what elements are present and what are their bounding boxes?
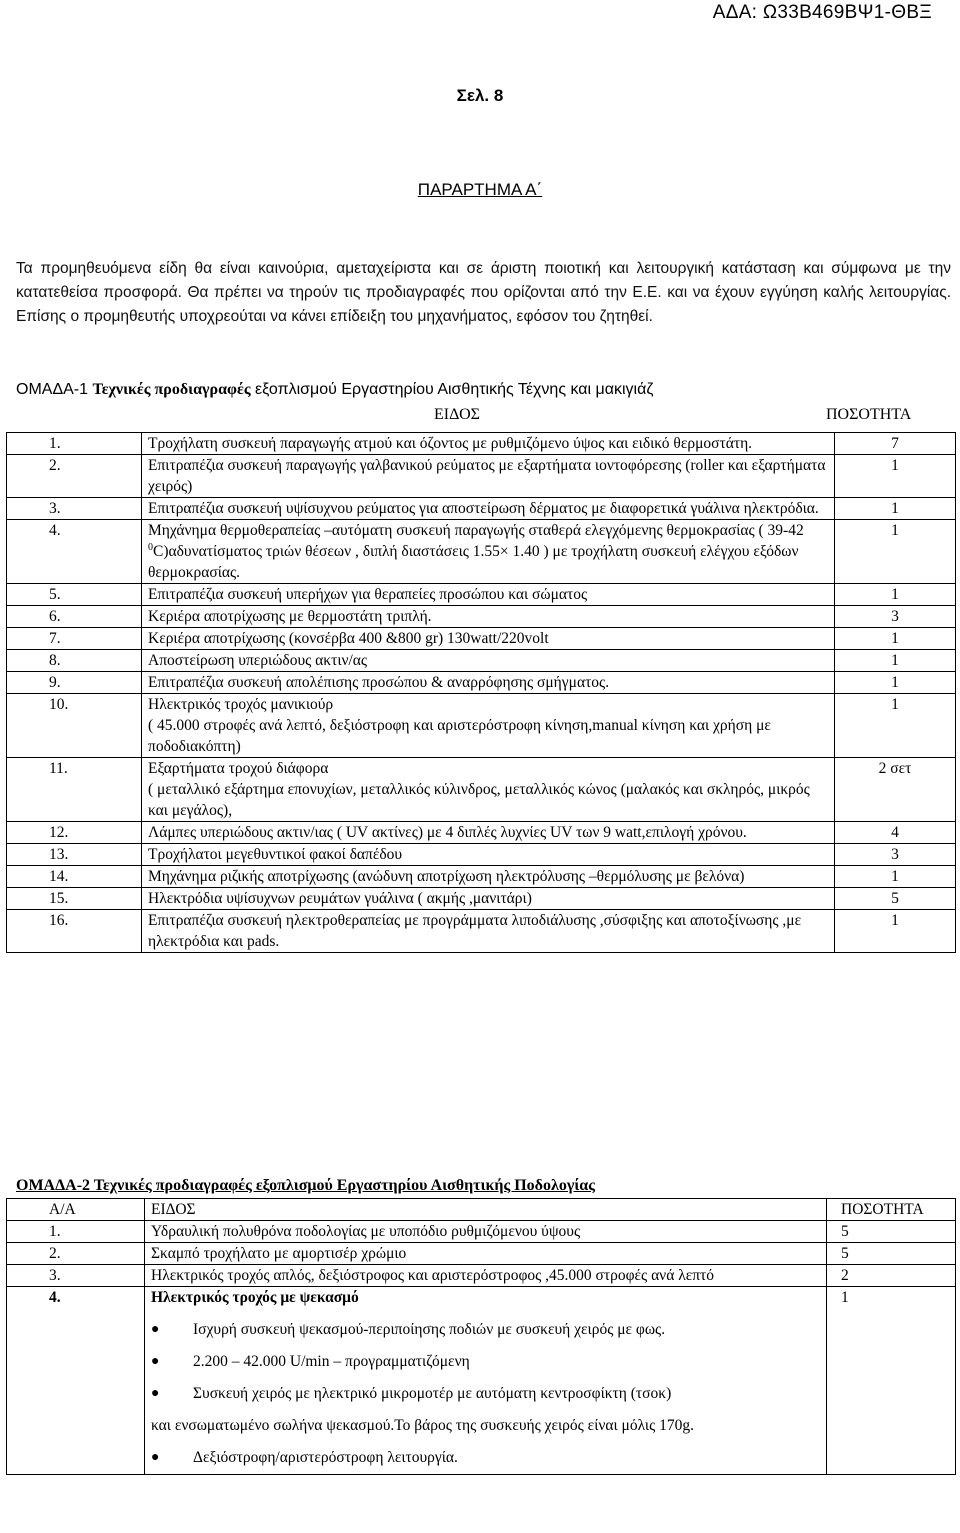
row-text: Κεριέρα αποτρίχωσης (κονσέρβα 400 &800 gr) 130watt/220volt [142, 628, 835, 650]
row-text: Τροχήλατη συσκευή παραγωγής ατμού και όζοντος με ρυθμιζόμενο ύψος και ειδικό θερμοστάτη. [142, 433, 835, 455]
row-number: 14. [7, 866, 142, 888]
table-row [7, 606, 956, 628]
row-qty: 5 [827, 1221, 956, 1243]
row-qty: 5 [827, 1243, 956, 1265]
row-text: Υδραυλική πολυθρόνα ποδολογίας με υποπόδιο ρυθμιζόμενου ύψους [145, 1221, 827, 1243]
group1-col-item: ΕΙΔΟΣ [434, 406, 480, 423]
row-text [145, 1287, 827, 1475]
row-text-part-a: Μηχάνημα θερμοθεραπείας –αυτόματη συσκευή παραγωγής σταθερά ελεγχόμενης θερμοκρασίας ( 39-42 [148, 522, 804, 539]
row-qty: 4 [835, 822, 956, 844]
col-aa-header: Α/Α [7, 1199, 145, 1221]
table-row [7, 455, 956, 498]
spec-bullet: ● Ισχυρή συσκευή ψεκασμού-περιποίησης ποδιών με συσκευή χειρός με φως. [151, 1314, 820, 1346]
row-text: Λάμπες υπεριώδους ακτιν/ιας ( UV ακτίνες) με 4 διπλές λυχνίες UV των 9 watt,επιλογή χρόνου. [142, 822, 835, 844]
row-text: Κεριέρα αποτρίχωσης με θερμοστάτη τριπλή. [142, 606, 835, 628]
row-text: Επιτραπέζια συσκευή παραγωγής γαλβανικού ρεύματος με εξαρτήματα ιοντοφόρεσης (roller και εξαρτήματα χειρός) [142, 455, 835, 498]
row-qty: 1 [835, 584, 956, 606]
table-row [7, 498, 956, 520]
row-qty: 3 [835, 844, 956, 866]
row-qty: 1 [835, 910, 956, 953]
row-number: 2. [7, 1243, 145, 1265]
row-qty: 7 [835, 433, 956, 455]
row-text [142, 758, 835, 822]
row-qty: 3 [835, 606, 956, 628]
table-row [7, 844, 956, 866]
spec-bullet-list [151, 1442, 820, 1474]
row-text: Επιτραπέζια συσκευή υψίσυχνου ρεύματος για αποστείρωση δέρματος με διαφορετικά γυάλινα ηλεκτρόδια. [142, 498, 835, 520]
row-text-main: Εξαρτήματα τροχού διάφορα [148, 760, 329, 777]
table-row [7, 866, 956, 888]
group1-title-bold: Τεχνικές προδιαγραφές [92, 381, 251, 398]
spec-bullet-list [151, 1314, 820, 1410]
row-number: 6. [7, 606, 142, 628]
row-qty: 2 σετ [835, 758, 956, 822]
group1-title-rest: εξοπλισμού Εργαστηρίου Αισθητικής Τέχνης και μακιγιάζ [250, 381, 654, 398]
row-text-detail: ( 45.000 στροφές ανά λεπτό, δεξιόστροφη και αριστερόστροφη κίνηση,manual κίνηση και χρήση με ποδοδιακόπτη) [148, 717, 771, 755]
row-number: 12. [7, 822, 142, 844]
table-row [7, 672, 956, 694]
table-row [7, 584, 956, 606]
row-number: 9. [7, 672, 142, 694]
row-text: Μηχάνημα ριζικής αποτρίχωσης (ανώδυνη αποτρίχωση ηλεκτρόλυσης –θερμόλυσης με βελόνα) [142, 866, 835, 888]
row-number: 4. [7, 1287, 145, 1475]
row-number: 11. [7, 758, 142, 822]
row-number: 1. [7, 433, 142, 455]
row-text: Επιτραπέζια συσκευή υπερήχων για θεραπείες προσώπου και σώματος [142, 584, 835, 606]
table-row [7, 822, 956, 844]
row-number: 3. [7, 1265, 145, 1287]
row-number: 1. [7, 1221, 145, 1243]
table-row [7, 628, 956, 650]
row-number: 10. [7, 694, 142, 758]
group1-table [6, 432, 956, 953]
spec-bullet: ● Δεξιόστροφη/αριστερόστροφη λειτουργία. [151, 1442, 820, 1474]
group2-table [6, 1198, 956, 1475]
row-text: Επιτραπέζια συσκευή απολέπισης προσώπου & αναρρόφησης σμήγματος. [142, 672, 835, 694]
table-row [7, 650, 956, 672]
row-text: Σκαμπό τροχήλατο με αμορτισέρ χρώμιο [145, 1243, 827, 1265]
row-qty: 1 [835, 672, 956, 694]
row-text [142, 520, 835, 584]
row-qty: 1 [827, 1287, 956, 1475]
spec-bullet: ● 2.200 – 42.000 U/min – προγραμματιζόμενη [151, 1346, 820, 1378]
row-text: Αποστείρωση υπεριώδους ακτιν/ας [142, 650, 835, 672]
annex-title: ΠΑΡΑΡΤΗΜΑ Α΄ [417, 180, 543, 199]
degree-superscript: 0 [148, 541, 153, 553]
group1-title-prefix: ΟΜΑΔΑ-1 [16, 381, 93, 398]
table-row [7, 1221, 956, 1243]
table-row [7, 758, 956, 822]
row-qty: 1 [835, 628, 956, 650]
table-row [7, 520, 956, 584]
table-header-row [7, 1199, 956, 1221]
row-number: 4. [7, 520, 142, 584]
row-text: Ηλεκτρικός τροχός απλός, δεξιόστροφος και αριστερόστροφος ,45.000 στροφές ανά λεπτό [145, 1265, 827, 1287]
row-number: 7. [7, 628, 142, 650]
group1-title [16, 381, 653, 399]
row-qty: 1 [835, 650, 956, 672]
table-row [7, 1287, 956, 1475]
row-qty: 2 [827, 1265, 956, 1287]
row-qty: 1 [835, 520, 956, 584]
spec-continuation: και ενσωματωμένο σωλήνα ψεκασμού.Το βάρος της συσκευής χειρός είναι μόλις 170g. [151, 1417, 694, 1434]
row-text-main: Ηλεκτρικός τροχός με ψεκασμό [151, 1289, 359, 1306]
row-number: 16. [7, 910, 142, 953]
row-text: Επιτραπέζια συσκευή ηλεκτροθεραπείας με προγράμματα λιποδιάλυσης ,σύσφιξης και αποτοξίνωσης ,με ηλεκτρόδια και pads. [142, 910, 835, 953]
row-number: 5. [7, 584, 142, 606]
row-number: 3. [7, 498, 142, 520]
row-number: 13. [7, 844, 142, 866]
col-item-header: ΕΙΔΟΣ [145, 1199, 827, 1221]
row-qty: 1 [835, 455, 956, 498]
group2-title: ΟΜΑΔΑ-2 Τεχνικές προδιαγραφές εξοπλισμού Εργαστηρίου Αισθητικής Ποδολογίας [16, 1177, 595, 1194]
row-number: 8. [7, 650, 142, 672]
row-qty: 1 [835, 498, 956, 520]
row-text-detail: ( μεταλλικό εξάρτημα επονυχίων, μεταλλικός κύλινδρος, μεταλλικός κώνος (μαλακός και σκληρός, μικρός και μεγάλος), [148, 781, 810, 819]
table-row [7, 910, 956, 953]
intro-paragraph: Τα προμηθευόμενα είδη θα είναι καινούρια, αμεταχείριστα και σε άριστη ποιοτική και λειτουργική κατάσταση και σύμφωνα με την κατατεθείσα προσφορά. Θα πρέπει να τηρούν τις προδιαγραφές που ορίζονται από την Ε.Ε. και να έχουν εγγύηση καλής λειτουργίας. Επίσης ο προμηθευτής υποχρεούται να κάνει επίδειξη του μηχανήματος, εφόσον του ζητηθεί. [16, 260, 951, 325]
row-text: Τροχήλατοι μεγεθυντικοί φακοί δαπέδου [142, 844, 835, 866]
row-qty: 5 [835, 888, 956, 910]
row-text: Ηλεκτρόδια υψίσυχνων ρευμάτων γυάλινα ( ακμής ,μανιτάρι) [142, 888, 835, 910]
table-row [7, 1243, 956, 1265]
group1-col-qty: ΠΟΣΟΤΗΤΑ [826, 406, 912, 423]
row-text-part-b: C)αδυνατίσματος τριών θέσεων , διπλή διαστάσεις 1.55× 1.40 ) με τροχήλατη συσκευή ελέγχου εξόδων θερμοκρασίας. [148, 543, 799, 581]
row-text [142, 694, 835, 758]
page-number: Σελ. 8 [456, 86, 504, 105]
spec-bullet: ● Συσκευή χειρός με ηλεκτρικό μικρομοτέρ με αυτόματη κεντροσφίκτη (τσοκ) [151, 1378, 820, 1410]
table-row [7, 694, 956, 758]
table-row [7, 433, 956, 455]
table-row [7, 1265, 956, 1287]
row-qty: 1 [835, 866, 956, 888]
row-qty: 1 [835, 694, 956, 758]
ada-code: ΑΔΑ: Ω33Β469ΒΨ1-ΘΒΞ [712, 2, 932, 23]
row-text-main: Ηλεκτρικός τροχός μανικιούρ [148, 696, 334, 713]
col-qty-header: ΠΟΣΟΤΗΤΑ [827, 1199, 956, 1221]
table-row [7, 888, 956, 910]
row-number: 2. [7, 455, 142, 498]
row-number: 15. [7, 888, 142, 910]
